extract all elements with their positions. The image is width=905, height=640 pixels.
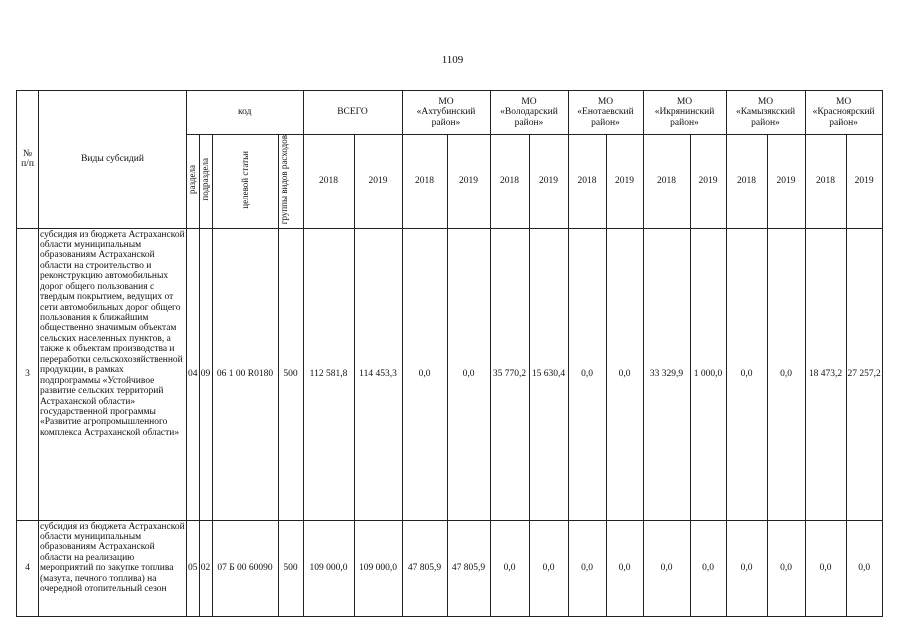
year-krasnoyarsky-2018: 2018 (805, 135, 846, 229)
cell-kamyzyaksky-2018: 0,0 (726, 228, 767, 520)
cell-akhtubinsky-2019: 0,0 (447, 228, 490, 520)
cell-akhtubinsky-2018: 0,0 (402, 228, 447, 520)
cell-enotaevsky-2019: 0,0 (606, 520, 643, 616)
header-mo-kamyzyaksky: МО «Камызякский район» (726, 91, 805, 135)
row-razdel: 04 (187, 228, 200, 520)
year-total-2019: 2019 (354, 135, 402, 229)
cell-krasnoyarsky-2019: 0,0 (846, 520, 882, 616)
header-mo-ikryaninsky: МО «Икрянинский район» (643, 91, 726, 135)
year-enotaevsky-2018: 2018 (568, 135, 606, 229)
row-description: субсидия из бюджета Астраханской области муниципальным образованиям Астраханской области на реализацию мероприятий по закупке топлива (мазута, печного топлива) на очередной отопительный сезон (39, 520, 187, 616)
cell-kamyzyaksky-2018: 0,0 (726, 520, 767, 616)
header-total: ВСЕГО (303, 91, 402, 135)
row-number: 3 (17, 228, 39, 520)
cell-ikryaninsky-2018: 33 329,9 (643, 228, 690, 520)
cell-volodarsky-2019: 15 630,4 (529, 228, 568, 520)
year-ikryaninsky-2018: 2018 (643, 135, 690, 229)
row-celevaya: 07 Б 00 60090 (212, 520, 278, 616)
header-mo-krasnoyarsky: МО «Красноярский район» (805, 91, 882, 135)
year-ikryaninsky-2019: 2019 (690, 135, 726, 229)
year-krasnoyarsky-2019: 2019 (846, 135, 882, 229)
header-mo-akhtubinsky: МО «Ахтубинский район» (402, 91, 490, 135)
year-enotaevsky-2019: 2019 (606, 135, 643, 229)
cell-krasnoyarsky-2018: 18 473,2 (805, 228, 846, 520)
cell-total-2019: 114 453,3 (354, 228, 402, 520)
cell-enotaevsky-2018: 0,0 (568, 228, 606, 520)
header-gruppa: группы видов расходов (278, 135, 303, 229)
header-podrazdel: подраздела (199, 135, 212, 229)
header-celevaya: целевой статьи (212, 135, 278, 229)
row-podrazdel: 09 (199, 228, 212, 520)
year-kamyzyaksky-2019: 2019 (767, 135, 805, 229)
header-kind: Виды субсидий (39, 91, 187, 229)
cell-volodarsky-2018: 35 770,2 (490, 228, 529, 520)
year-akhtubinsky-2018: 2018 (402, 135, 447, 229)
row-podrazdel: 02 (199, 520, 212, 616)
year-kamyzyaksky-2018: 2018 (726, 135, 767, 229)
cell-total-2018: 109 000,0 (303, 520, 354, 616)
row-razdel: 05 (187, 520, 200, 616)
page-number: 1109 (441, 54, 464, 66)
year-total-2018: 2018 (303, 135, 354, 229)
cell-ikryaninsky-2019: 0,0 (690, 520, 726, 616)
year-volodarsky-2019: 2019 (529, 135, 568, 229)
cell-total-2019: 109 000,0 (354, 520, 402, 616)
cell-ikryaninsky-2019: 1 000,0 (690, 228, 726, 520)
year-volodarsky-2018: 2018 (490, 135, 529, 229)
header-row-1 (17, 91, 883, 135)
header-num: № п/п (17, 91, 39, 229)
cell-total-2018: 112 581,8 (303, 228, 354, 520)
subsidy-table (16, 90, 883, 617)
cell-krasnoyarsky-2019: 27 257,2 (846, 228, 882, 520)
header-razdel: раздела (187, 135, 200, 229)
header-mo-volodarsky: МО «Володарский район» (490, 91, 568, 135)
row-gruppa: 500 (278, 228, 303, 520)
cell-kamyzyaksky-2019: 0,0 (767, 520, 805, 616)
cell-enotaevsky-2018: 0,0 (568, 520, 606, 616)
table-row (17, 228, 883, 520)
header-mo-enotaevsky: МО «Енотаевский район» (568, 91, 643, 135)
row-number: 4 (17, 520, 39, 616)
cell-krasnoyarsky-2018: 0,0 (805, 520, 846, 616)
row-description: субсидия из бюджета Астраханской области муниципальным образованиям Астраханской области на строительство и реконструкцию автомобильных дорог общего пользования с твердым покрытием, ведущих от сети автомобильных дорог общего пользования к ближайшим общественно значимым объектам сельских населенных пунктов, а также к объектам производства и переработки сельскохозяйственной продукции, в рамках подпрограммы «Устойчивое развитие сельских территорий Астраханской области» государственной программы «Развитие агропромышленного комплекса Астраханской области» (39, 228, 187, 520)
row-celevaya: 06 1 00 R0180 (212, 228, 278, 520)
year-akhtubinsky-2019: 2019 (447, 135, 490, 229)
cell-volodarsky-2019: 0,0 (529, 520, 568, 616)
cell-kamyzyaksky-2019: 0,0 (767, 228, 805, 520)
row-gruppa: 500 (278, 520, 303, 616)
header-code: код (187, 91, 304, 135)
cell-ikryaninsky-2018: 0,0 (643, 520, 690, 616)
cell-akhtubinsky-2018: 47 805,9 (402, 520, 447, 616)
cell-volodarsky-2018: 0,0 (490, 520, 529, 616)
cell-akhtubinsky-2019: 47 805,9 (447, 520, 490, 616)
table-row (17, 520, 883, 616)
cell-enotaevsky-2019: 0,0 (606, 228, 643, 520)
